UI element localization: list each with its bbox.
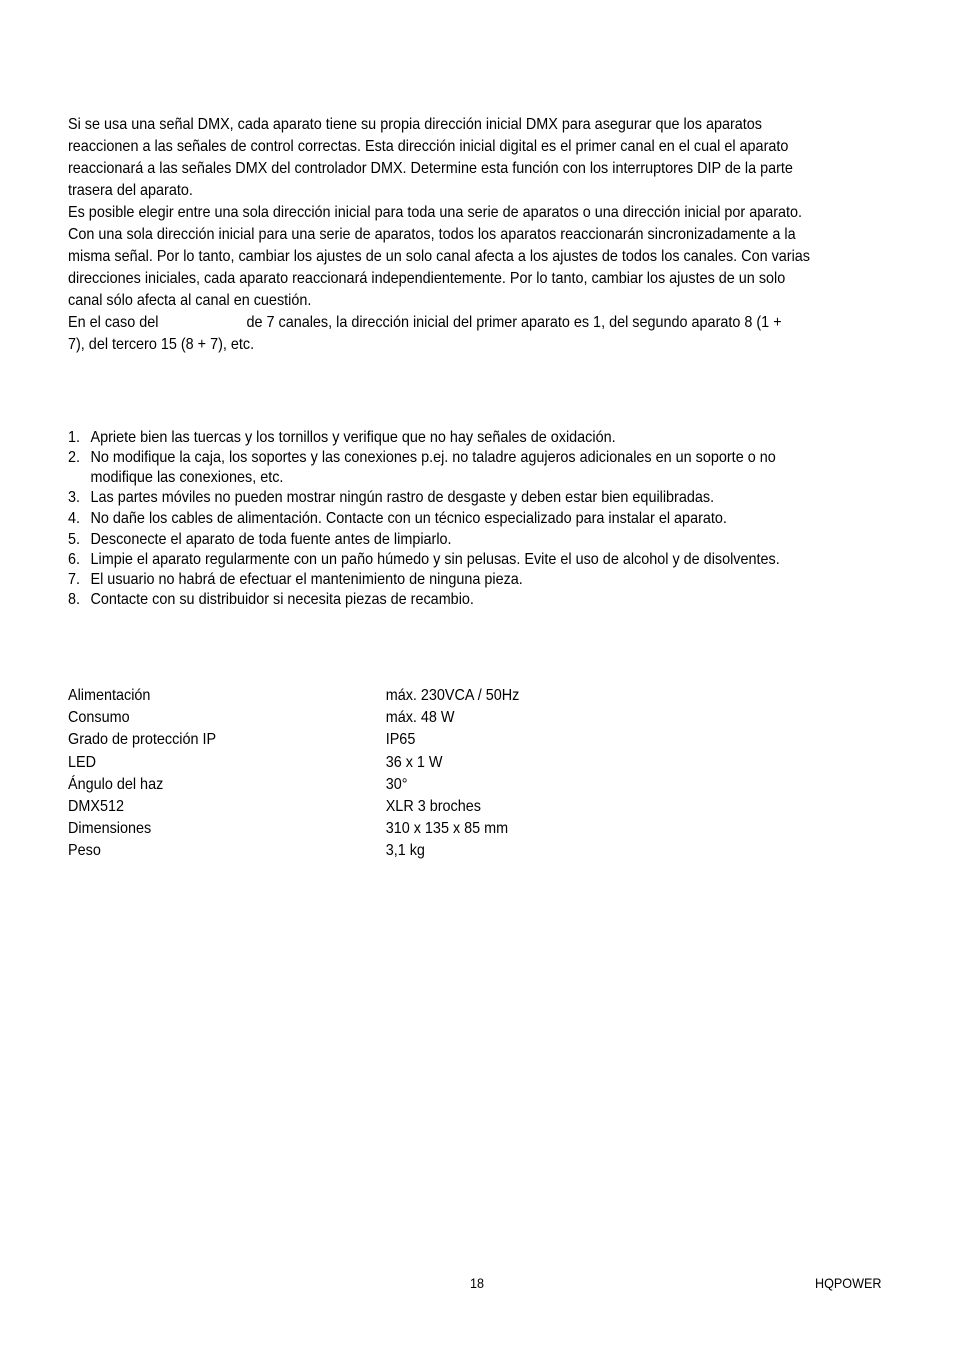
spec-label: Alimentación: [68, 687, 151, 704]
spec-row: [68, 752, 608, 774]
spec-label: Consumo: [68, 709, 130, 727]
spec-row: [68, 707, 608, 729]
spec-row: [68, 685, 608, 707]
paragraph-line: reaccionará a las señales DMX del controlador DMX. Determine esta función con los interruptores DIP de la parte: [68, 160, 793, 177]
item-number: 4.: [68, 510, 81, 527]
page-number: 18: [470, 1275, 485, 1291]
item-number: 8.: [68, 591, 81, 608]
list-item: [68, 550, 780, 570]
list-item: [68, 428, 780, 448]
item-number: 1.: [68, 429, 81, 446]
item-number: 2.: [68, 449, 81, 466]
spec-label: Peso: [68, 842, 101, 860]
spec-row: [68, 796, 608, 818]
spec-row: [68, 729, 608, 751]
spec-row: [68, 818, 608, 840]
spec-value: IP65: [385, 731, 416, 749]
maintenance-list: [68, 428, 780, 610]
spec-label: Dimensiones: [68, 820, 152, 838]
item-text: No dañe los cables de alimentación. Contacte con un técnico especializado para instalar el aparato.: [90, 510, 727, 527]
paragraph-line: reaccionen a las señales de control correctas. Esta dirección inicial digital es el primer canal en el cual el aparato: [68, 138, 789, 155]
paragraph-line: canal sólo afecta al canal en cuestión.: [68, 292, 312, 309]
footer-brand: HQPOWER: [815, 1275, 882, 1291]
paragraph-line: Es posible elegir entre una sola dirección inicial para toda una serie de aparatos o una dirección inicial por aparato.: [68, 204, 803, 221]
list-item: [68, 448, 780, 488]
paragraph-line: direcciones iniciales, cada aparato reaccionará independientemente. Por lo tanto, cambiar los ajustes de un solo: [68, 270, 786, 287]
item-text: El usuario no habrá de efectuar el mantenimiento de ninguna pieza.: [90, 571, 523, 588]
list-item: [68, 488, 780, 508]
spec-value: 310 x 135 x 85 mm: [385, 820, 509, 838]
item-text: modifique las conexiones, etc.: [90, 469, 284, 486]
spec-row: [68, 774, 608, 796]
spec-value: 3,1 kg: [385, 842, 425, 860]
item-number: 3.: [68, 489, 81, 506]
item-text: Limpie el aparato regularmente con un paño húmedo y sin pelusas. Evite el uso de alcohol y de disolventes.: [90, 551, 780, 568]
list-item: [68, 530, 780, 550]
spec-label: LED: [68, 753, 97, 771]
paragraph-line: Si se usa una señal DMX, cada aparato tiene su propia dirección inicial DMX para asegurar que los aparatos: [68, 116, 762, 133]
list-item: [68, 509, 780, 529]
item-text: Desconecte el aparato de toda fuente antes de limpiarlo.: [90, 531, 452, 548]
paragraph-line: 7), del tercero 15 (8 + 7), etc.: [68, 336, 255, 353]
spec-value: máx. 48 W: [385, 709, 455, 727]
item-text: Apriete bien las tuercas y los tornillos y verifique que no hay señales de oxidación.: [90, 429, 616, 446]
item-number: 6.: [68, 551, 81, 568]
dmx-address-paragraph: [68, 114, 810, 356]
list-item: [68, 570, 780, 590]
item-number: 5.: [68, 531, 81, 548]
item-text: Las partes móviles no pueden mostrar ningún rastro de desgaste y deben estar bien equilibradas.: [90, 489, 715, 506]
spec-value: XLR 3 broches: [385, 797, 481, 815]
item-text: No modifique la caja, los soportes y las conexiones p.ej. no taladre agujeros adicionales en un soporte o no: [90, 449, 776, 466]
spec-row: [68, 840, 608, 862]
spec-value: máx. 230VCA / 50Hz: [385, 687, 520, 704]
paragraph-line: trasera del aparato.: [68, 182, 193, 199]
paragraph-line: misma señal. Por lo tanto, cambiar los ajustes de un solo canal afecta a los ajustes de todos los canales. Con varias: [68, 248, 810, 265]
item-text: Contacte con su distribuidor si necesita piezas de recambio.: [90, 591, 474, 608]
specifications-table: [68, 685, 668, 863]
paragraph-line: Con una sola dirección inicial para una serie de aparatos, todos los aparatos reaccionarán sincronizadamente a la: [68, 226, 796, 243]
spec-value: 30°: [385, 775, 408, 793]
spec-value: 36 x 1 W: [385, 753, 443, 771]
spec-label: DMX512: [68, 797, 125, 815]
list-item: [68, 590, 780, 610]
spec-label: Grado de protección IP: [68, 731, 217, 749]
paragraph-line: En el caso del de 7 canales, la dirección inicial del primer aparato es 1, del segundo aparato 8 (1 +: [68, 314, 782, 331]
spec-label: Ángulo del haz: [68, 775, 164, 793]
item-number: 7.: [68, 571, 81, 588]
